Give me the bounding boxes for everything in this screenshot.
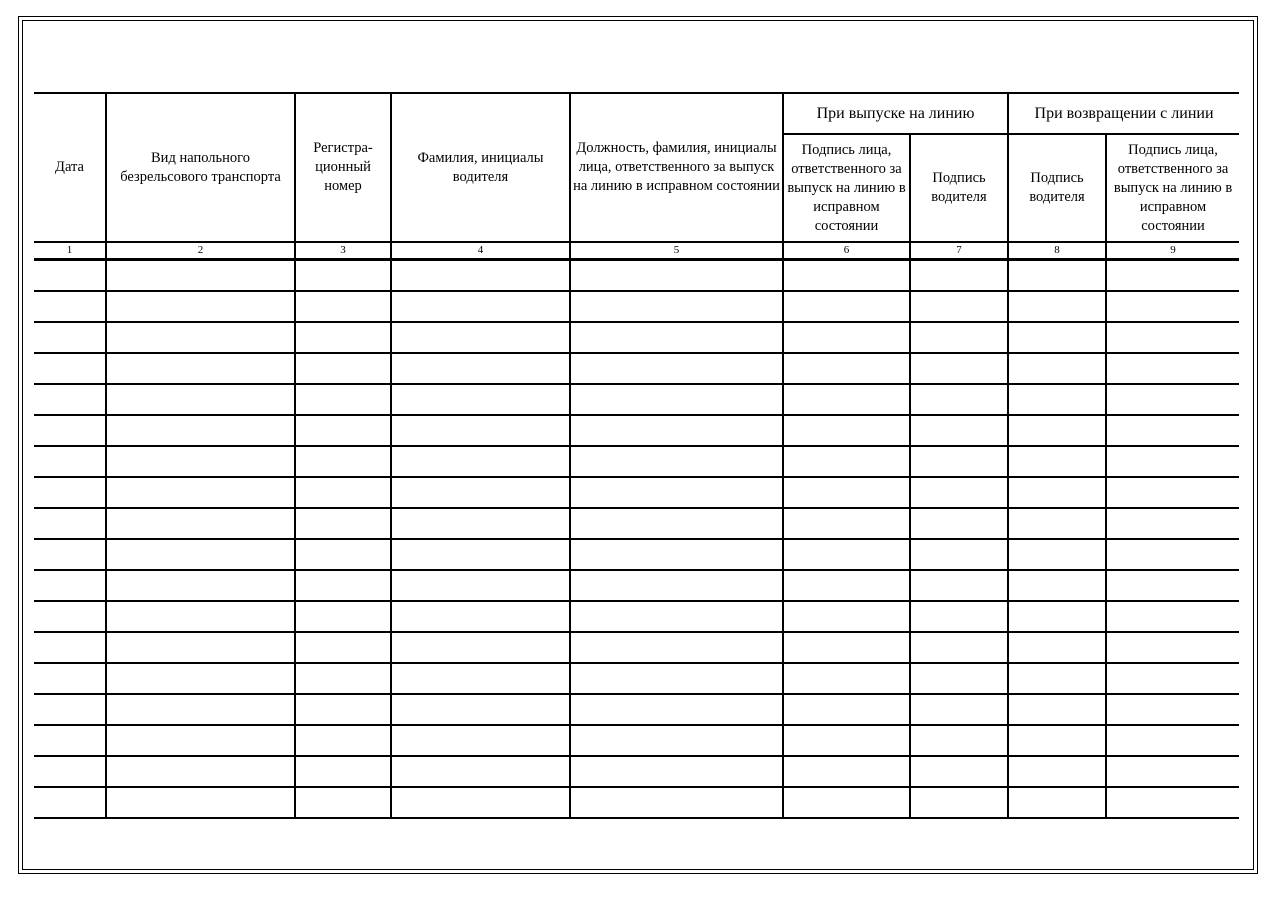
table-cell[interactable] <box>106 415 295 446</box>
table-cell[interactable] <box>783 663 910 694</box>
table-cell[interactable] <box>1106 725 1239 756</box>
table-cell[interactable] <box>910 539 1008 570</box>
column-number: 6 <box>783 242 910 260</box>
table-cell[interactable] <box>910 787 1008 818</box>
table-cell[interactable] <box>34 353 106 384</box>
table-row <box>34 663 1239 694</box>
table-cell[interactable] <box>570 353 783 384</box>
table-cell[interactable] <box>34 725 106 756</box>
table-cell[interactable] <box>106 632 295 663</box>
column-number: 9 <box>1106 242 1239 260</box>
table-cell[interactable] <box>295 508 391 539</box>
table-cell[interactable] <box>1106 415 1239 446</box>
table-cell[interactable] <box>570 787 783 818</box>
table-cell[interactable] <box>106 725 295 756</box>
table-cell[interactable] <box>1008 663 1106 694</box>
table-cell[interactable] <box>910 508 1008 539</box>
table-cell[interactable] <box>34 539 106 570</box>
table-row <box>34 415 1239 446</box>
table-cell[interactable] <box>1106 508 1239 539</box>
table-cell[interactable] <box>1106 663 1239 694</box>
table-cell[interactable] <box>1008 260 1106 292</box>
table-cell[interactable] <box>34 787 106 818</box>
table-row <box>34 756 1239 787</box>
table-cell[interactable] <box>34 632 106 663</box>
table-cell[interactable] <box>570 632 783 663</box>
table-cell[interactable] <box>1106 291 1239 322</box>
table-cell[interactable] <box>783 787 910 818</box>
table-cell[interactable] <box>106 353 295 384</box>
table-cell[interactable] <box>1008 787 1106 818</box>
table-cell[interactable] <box>106 787 295 818</box>
table-cell[interactable] <box>1106 446 1239 477</box>
table-cell[interactable] <box>34 291 106 322</box>
table-cell[interactable] <box>783 415 910 446</box>
table-cell[interactable] <box>1106 260 1239 292</box>
table-cell[interactable] <box>910 632 1008 663</box>
table-cell[interactable] <box>295 353 391 384</box>
table-cell[interactable] <box>783 756 910 787</box>
table-cell[interactable] <box>391 291 570 322</box>
table-cell[interactable] <box>910 570 1008 601</box>
column-number: 7 <box>910 242 1008 260</box>
header-row-groups <box>34 93 1239 134</box>
table-cell[interactable] <box>1008 415 1106 446</box>
table-cell[interactable] <box>910 477 1008 508</box>
col-date-header: Дата <box>34 93 106 242</box>
table-cell[interactable] <box>910 322 1008 353</box>
table-cell[interactable] <box>391 725 570 756</box>
table-cell[interactable] <box>295 570 391 601</box>
table-cell[interactable] <box>106 694 295 725</box>
table-cell[interactable] <box>1008 353 1106 384</box>
table-cell[interactable] <box>570 663 783 694</box>
table-cell[interactable] <box>1106 601 1239 632</box>
table-cell[interactable] <box>783 322 910 353</box>
table-row <box>34 725 1239 756</box>
table-cell[interactable] <box>1106 384 1239 415</box>
table-cell[interactable] <box>910 446 1008 477</box>
table-row <box>34 446 1239 477</box>
table-cell[interactable] <box>570 694 783 725</box>
table-cell[interactable] <box>910 415 1008 446</box>
table-cell[interactable] <box>34 508 106 539</box>
table-cell[interactable] <box>1008 694 1106 725</box>
table-cell[interactable] <box>34 694 106 725</box>
table-cell[interactable] <box>106 260 295 292</box>
table-cell[interactable] <box>1106 570 1239 601</box>
table-cell[interactable] <box>570 508 783 539</box>
table-cell[interactable] <box>783 384 910 415</box>
table-cell[interactable] <box>391 632 570 663</box>
table-cell[interactable] <box>1008 725 1106 756</box>
table-cell[interactable] <box>1106 787 1239 818</box>
table-cell[interactable] <box>106 539 295 570</box>
table-cell[interactable] <box>1008 446 1106 477</box>
table-row <box>34 260 1239 292</box>
table-cell[interactable] <box>1106 756 1239 787</box>
table-cell[interactable] <box>783 291 910 322</box>
table-row <box>34 694 1239 725</box>
col-reg-number-header: Регистра-ционный номер <box>295 93 391 242</box>
table-cell[interactable] <box>783 446 910 477</box>
table-row <box>34 477 1239 508</box>
table-cell[interactable] <box>1008 570 1106 601</box>
table-cell[interactable] <box>106 384 295 415</box>
table-cell[interactable] <box>1008 601 1106 632</box>
table-cell[interactable] <box>910 353 1008 384</box>
table-cell[interactable] <box>295 322 391 353</box>
table-cell[interactable] <box>1008 756 1106 787</box>
table-cell[interactable] <box>1008 291 1106 322</box>
table-cell[interactable] <box>1008 508 1106 539</box>
table-row <box>34 787 1239 818</box>
table-cell[interactable] <box>783 570 910 601</box>
return-driver-signature-header: Подпись водителя <box>1008 134 1106 242</box>
group-release-header: При выпуске на линию <box>783 93 1008 134</box>
table-cell[interactable] <box>570 415 783 446</box>
table-cell[interactable] <box>1106 353 1239 384</box>
table-cell[interactable] <box>1008 384 1106 415</box>
table-cell[interactable] <box>570 725 783 756</box>
table-cell[interactable] <box>106 322 295 353</box>
table-row <box>34 384 1239 415</box>
table-cell[interactable] <box>295 415 391 446</box>
table-cell[interactable] <box>910 663 1008 694</box>
table-cell[interactable] <box>910 260 1008 292</box>
table-cell[interactable] <box>106 663 295 694</box>
table-cell[interactable] <box>1106 539 1239 570</box>
table-cell[interactable] <box>910 384 1008 415</box>
table-cell[interactable] <box>1106 632 1239 663</box>
table-cell[interactable] <box>783 601 910 632</box>
release-responsible-signature-header: Подпись лица, ответственного за выпуск на линию в исправном состоянии <box>783 134 910 242</box>
table-cell[interactable] <box>910 756 1008 787</box>
col-vehicle-type-header: Вид напольного безрельсового транспорта <box>106 93 295 242</box>
table-cell[interactable] <box>1106 694 1239 725</box>
table-cell[interactable] <box>106 477 295 508</box>
table-cell[interactable] <box>391 446 570 477</box>
table-cell[interactable] <box>391 601 570 632</box>
table-cell[interactable] <box>34 260 106 292</box>
table-cell[interactable] <box>391 384 570 415</box>
table-cell[interactable] <box>1008 632 1106 663</box>
table-cell[interactable] <box>34 446 106 477</box>
table-cell[interactable] <box>106 446 295 477</box>
journal-body <box>34 260 1239 819</box>
table-row <box>34 353 1239 384</box>
table-cell[interactable] <box>391 260 570 292</box>
release-driver-signature-header: Подпись водителя <box>910 134 1008 242</box>
table-cell[interactable] <box>783 632 910 663</box>
table-cell[interactable] <box>783 694 910 725</box>
column-number: 5 <box>570 242 783 260</box>
table-cell[interactable] <box>34 477 106 508</box>
table-cell[interactable] <box>295 539 391 570</box>
column-number: 2 <box>106 242 295 260</box>
return-responsible-signature-header: Подпись лица, ответственного за выпуск на линию в исправном состоянии <box>1106 134 1239 242</box>
table-cell[interactable] <box>391 353 570 384</box>
table-cell[interactable] <box>106 570 295 601</box>
table-row <box>34 291 1239 322</box>
table-cell[interactable] <box>391 322 570 353</box>
table-cell[interactable] <box>783 260 910 292</box>
table-cell[interactable] <box>34 415 106 446</box>
table-cell[interactable] <box>570 477 783 508</box>
table-cell[interactable] <box>783 477 910 508</box>
table-cell[interactable] <box>34 384 106 415</box>
table-cell[interactable] <box>1008 322 1106 353</box>
table-cell[interactable] <box>1106 322 1239 353</box>
table-cell[interactable] <box>783 539 910 570</box>
table-cell[interactable] <box>391 415 570 446</box>
table-cell[interactable] <box>295 384 391 415</box>
table-cell[interactable] <box>391 694 570 725</box>
table-cell[interactable] <box>1106 477 1239 508</box>
table-cell[interactable] <box>295 446 391 477</box>
table-cell[interactable] <box>910 694 1008 725</box>
column-number: 4 <box>391 242 570 260</box>
table-cell[interactable] <box>391 539 570 570</box>
table-cell[interactable] <box>570 384 783 415</box>
col-responsible-person-header: Должность, фамилия, инициалы лица, ответственного за выпуск на линию в исправном состоянии <box>570 93 783 242</box>
table-cell[interactable] <box>34 601 106 632</box>
table-cell[interactable] <box>106 756 295 787</box>
table-cell[interactable] <box>391 570 570 601</box>
table-cell[interactable] <box>910 601 1008 632</box>
column-number: 8 <box>1008 242 1106 260</box>
table-cell[interactable] <box>391 508 570 539</box>
table-row <box>34 322 1239 353</box>
table-cell[interactable] <box>391 787 570 818</box>
column-number: 3 <box>295 242 391 260</box>
col-driver-name-header: Фамилия, инициалы водителя <box>391 93 570 242</box>
table-row <box>34 632 1239 663</box>
table-cell[interactable] <box>106 601 295 632</box>
table-cell[interactable] <box>391 663 570 694</box>
table-cell[interactable] <box>783 353 910 384</box>
table-cell[interactable] <box>295 725 391 756</box>
table-cell[interactable] <box>570 260 783 292</box>
table-cell[interactable] <box>570 601 783 632</box>
journal-table <box>34 92 1239 819</box>
table-cell[interactable] <box>391 477 570 508</box>
table-cell[interactable] <box>1008 477 1106 508</box>
table-row <box>34 539 1239 570</box>
table-cell[interactable] <box>570 322 783 353</box>
table-cell[interactable] <box>910 725 1008 756</box>
table-row <box>34 570 1239 601</box>
table-row <box>34 601 1239 632</box>
table-cell[interactable] <box>295 291 391 322</box>
table-cell[interactable] <box>106 508 295 539</box>
table-cell[interactable] <box>295 694 391 725</box>
table-cell[interactable] <box>295 260 391 292</box>
table-cell[interactable] <box>391 756 570 787</box>
table-cell[interactable] <box>1008 539 1106 570</box>
table-row <box>34 508 1239 539</box>
table-cell[interactable] <box>295 787 391 818</box>
table-cell[interactable] <box>570 539 783 570</box>
table-cell[interactable] <box>783 508 910 539</box>
table-cell[interactable] <box>34 322 106 353</box>
table-cell[interactable] <box>295 601 391 632</box>
table-cell[interactable] <box>570 756 783 787</box>
table-cell[interactable] <box>295 632 391 663</box>
column-number-row <box>34 242 1239 260</box>
table-cell[interactable] <box>570 291 783 322</box>
table-cell[interactable] <box>910 291 1008 322</box>
column-number: 1 <box>34 242 106 260</box>
table-cell[interactable] <box>34 663 106 694</box>
table-cell[interactable] <box>295 756 391 787</box>
table-cell[interactable] <box>34 570 106 601</box>
group-return-header: При возвращении с линии <box>1008 93 1239 134</box>
table-cell[interactable] <box>783 725 910 756</box>
table-cell[interactable] <box>570 446 783 477</box>
table-cell[interactable] <box>295 663 391 694</box>
table-cell[interactable] <box>106 291 295 322</box>
table-cell[interactable] <box>570 570 783 601</box>
table-cell[interactable] <box>34 756 106 787</box>
table-cell[interactable] <box>295 477 391 508</box>
